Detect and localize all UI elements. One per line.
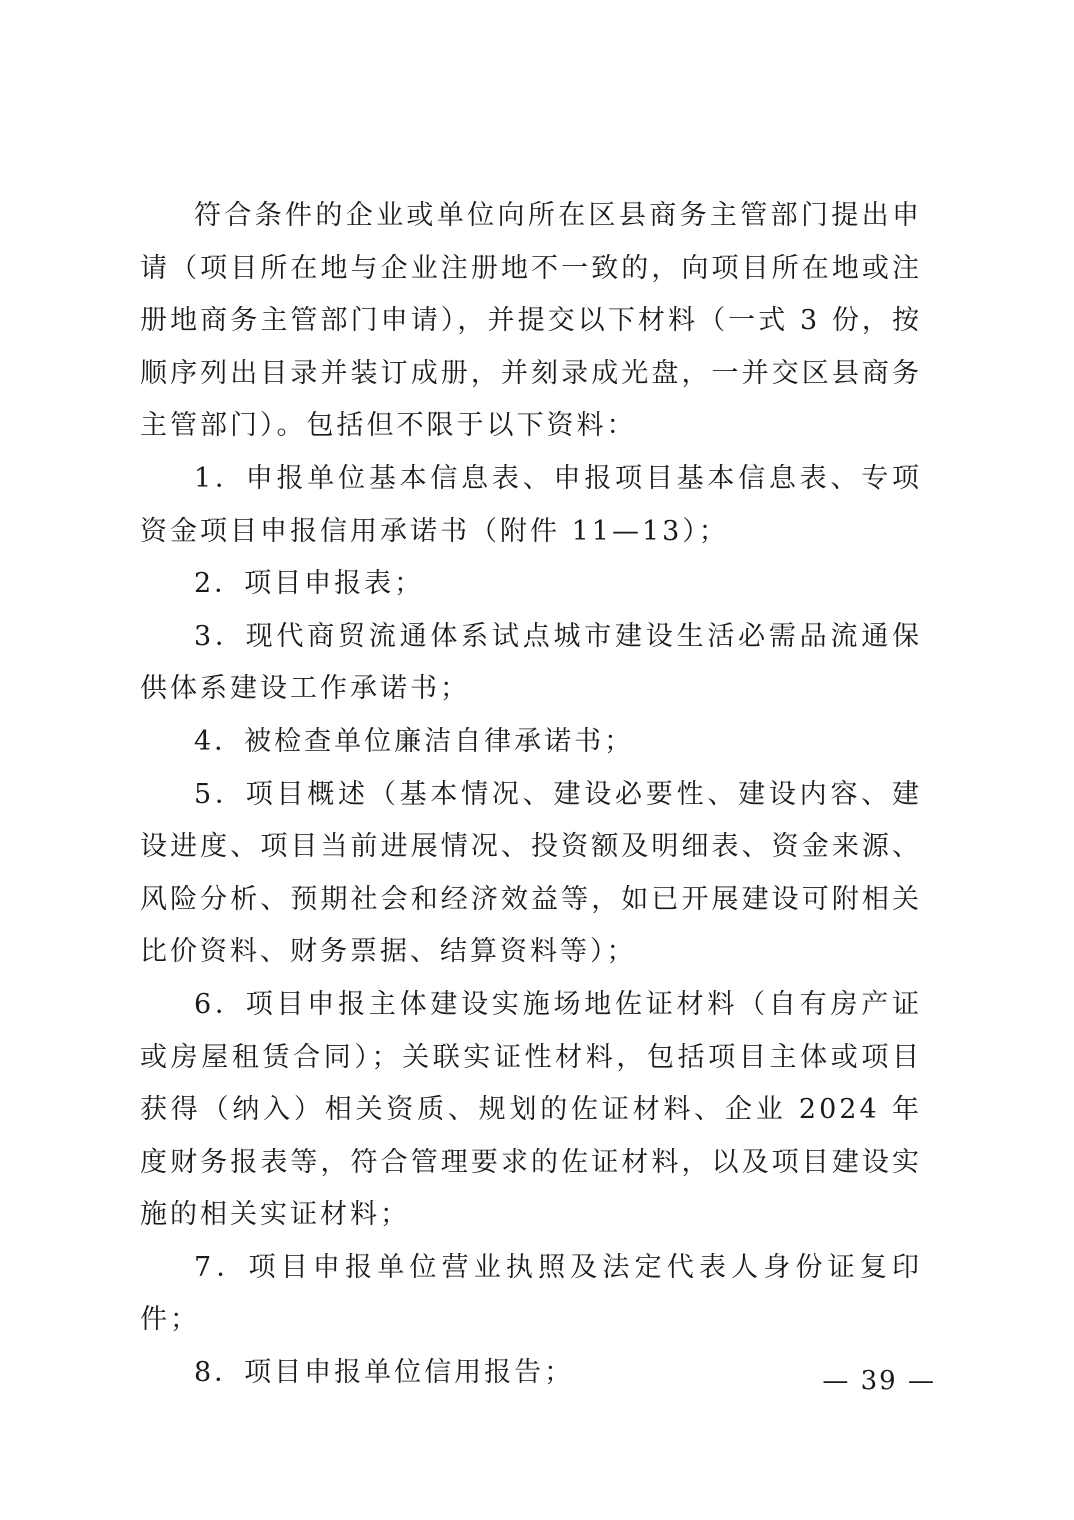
list-item-1: 1．申报单位基本信息表、申报项目基本信息表、专项资金项目申报信用承诺书（附件 11—13）； xyxy=(140,462,922,547)
list-item-2: 2．项目申报表； xyxy=(194,568,425,600)
list-item-7: 7．项目申报单位营业执照及法定代表人身份证复印件； xyxy=(140,1251,922,1336)
list-item-5: 5．项目概述（基本情况、建设必要性、建设内容、建设进度、项目当前进展情况、投资额及明细表、资金来源、风险分析、预期社会和经济效益等，如已开展建设可附相关比价资料、财务票据、结算资料等）； xyxy=(140,778,922,968)
list-item-3: 3．现代商贸流通体系试点城市建设生活必需品流通保供体系建设工作承诺书； xyxy=(140,620,922,705)
page-number: — 39 — xyxy=(822,1366,936,1396)
list-item-8: 8．项目申报单位信用报告； xyxy=(194,1357,575,1389)
list-item-4: 4．被检查单位廉洁自律承诺书； xyxy=(194,725,635,757)
paragraph-intro: 符合条件的企业或单位向所在区县商务主管部门提出申请（项目所在地与企业注册地不一致的，向项目所在地或注册地商务主管部门申请），并提交以下材料（一式 3 份，按顺序列出目录并装订成册，并刻录成光盘，一并交区县商务主管部门）。包括但不限于以下资料： xyxy=(140,200,922,442)
list-item-6: 6．项目申报主体建设实施场地佐证材料（自有房产证或房屋租赁合同）；关联实证性材料，包括项目主体或项目获得（纳入）相关资质、规划的佐证材料、企业 2024 年度财务报表等，符合管理要求的佐证材料，以及项目建设实施的相关实证材料； xyxy=(140,988,922,1231)
document-body xyxy=(140,190,922,1400)
